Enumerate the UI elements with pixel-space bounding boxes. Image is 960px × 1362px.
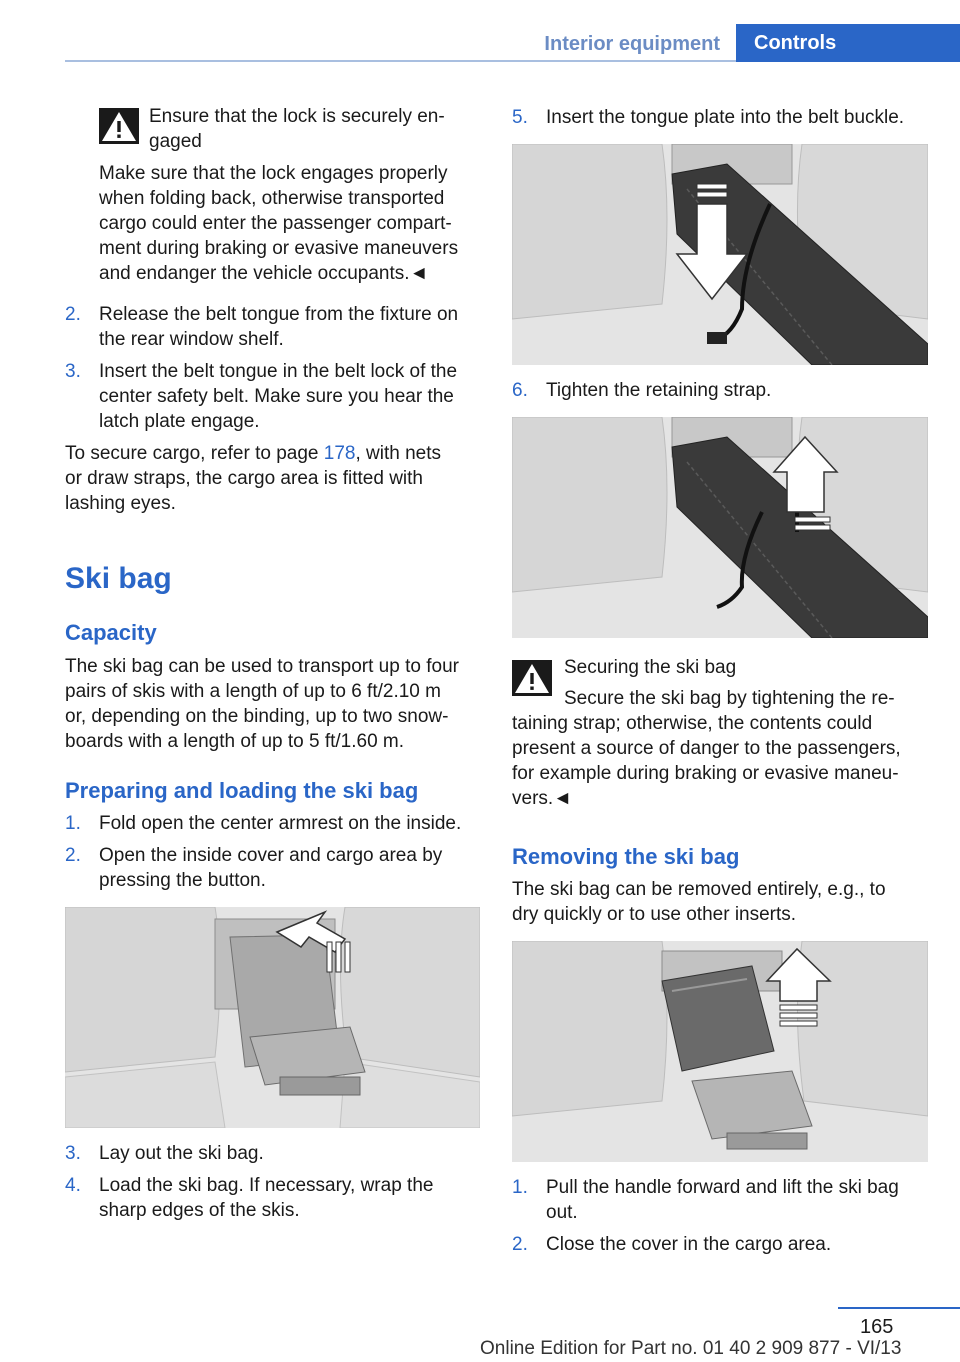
warning-lock-title: Ensure that the lock is securely en‐: [149, 106, 445, 127]
header-section-title: Interior equipment: [544, 33, 720, 55]
warning-skibag-body-4: for example during braking or evasive maneu‐: [512, 763, 899, 784]
removing-line-1: The ski bag can be removed entirely, e.g., to: [512, 879, 886, 900]
prep-step-2-line-1: Open the inside cover and cargo area by: [99, 845, 443, 866]
page-number: 165: [860, 1316, 894, 1338]
heading-capacity: Capacity: [65, 620, 157, 645]
step-number: 3.: [65, 361, 81, 382]
footer-rule: [838, 1307, 960, 1309]
step-3-line-1: Insert the belt tongue in the belt lock of the: [99, 361, 458, 382]
capacity-line-1: The ski bag can be used to transport up to four: [65, 656, 459, 677]
step-number: 2.: [65, 845, 81, 866]
remove-step-1-line-2: out.: [546, 1202, 578, 1223]
warning-skibag-body-1: Secure the ski bag by tightening the re‐: [564, 688, 895, 709]
warning-icon: [512, 660, 552, 696]
step-6: Tighten the retaining strap.: [546, 380, 772, 401]
remove-step-2: Close the cover in the cargo area.: [546, 1234, 832, 1255]
prep-step-4-line-2: sharp edges of the skis.: [99, 1200, 300, 1221]
capacity-line-3: or, depending on the binding, up to two snow‐: [65, 706, 449, 727]
step-number: 4.: [65, 1175, 81, 1196]
footer-edition: Online Edition for Part no. 01 40 2 909 877 - VI/13: [480, 1338, 902, 1359]
step-number: 1.: [512, 1177, 528, 1198]
warning-icon: [99, 108, 139, 144]
warning-lock-body-1: Make sure that the lock engages properly: [99, 163, 448, 184]
step-number: 1.: [65, 813, 81, 834]
remove-step-1-line-1: Pull the handle forward and lift the ski bag: [546, 1177, 899, 1198]
cargo-line-2: or draw straps, the cargo area is fitted with: [65, 468, 423, 489]
capacity-line-4: boards with a length of up to 5 ft/1.60 m.: [65, 731, 405, 752]
step-number: 3.: [65, 1143, 81, 1164]
prep-step-1: Fold open the center armrest on the inside.: [99, 813, 462, 834]
prep-step-3: Lay out the ski bag.: [99, 1143, 264, 1164]
warning-lock-body-2: when folding back, otherwise transported: [99, 188, 445, 209]
prep-step-2-line-2: pressing the button.: [99, 870, 266, 891]
warning-lock-body-3: cargo could enter the passenger compart‐: [99, 213, 452, 234]
cargo-text-pre: To secure cargo, refer to page: [65, 443, 324, 464]
heading-ski-bag: Ski bag: [65, 562, 172, 595]
warning-lock-body-4: ment during braking or evasive maneuvers: [99, 238, 459, 259]
warning-lock-title-cont: gaged: [149, 131, 202, 152]
figure-insert-tongue-plate: [512, 144, 928, 365]
cargo-paragraph: [65, 441, 441, 466]
warning-lock-body-5: and endanger the vehicle occupants.◄: [99, 263, 429, 284]
step-number: 5.: [512, 107, 528, 128]
figure-armrest-open: [65, 907, 480, 1128]
step-2-line-1: Release the belt tongue from the fixture on: [99, 304, 459, 325]
removing-line-2: dry quickly or to use other inserts.: [512, 904, 797, 925]
page-178-link[interactable]: 178: [323, 443, 356, 464]
capacity-line-2: pairs of skis with a length of up to 6 ft/2.10 m: [65, 681, 441, 702]
warning-skibag-body-3: present a source of danger to the passengers,: [512, 738, 901, 759]
step-number: 2.: [512, 1234, 528, 1255]
warning-skibag-body-2: taining strap; otherwise, the contents could: [512, 713, 873, 734]
cargo-text-post: , with nets: [355, 443, 442, 464]
step-3-line-2: center safety belt. Make sure you hear the: [99, 386, 454, 407]
heading-removing: Removing the ski bag: [512, 844, 740, 869]
step-2-line-2: the rear window shelf.: [99, 329, 284, 350]
cargo-line-3: lashing eyes.: [65, 493, 176, 514]
header-chapter-tab: Controls: [736, 24, 960, 62]
warning-skibag-body-5: vers.◄: [512, 788, 572, 809]
step-3-line-3: latch plate engage.: [99, 411, 260, 432]
step-number: 6.: [512, 380, 528, 401]
step-5: Insert the tongue plate into the belt buckle.: [546, 107, 905, 128]
figure-tighten-strap: [512, 417, 928, 638]
heading-preparing: Preparing and loading the ski bag: [65, 778, 419, 803]
prep-step-4-line-1: Load the ski bag. If necessary, wrap the: [99, 1175, 434, 1196]
step-number: 2.: [65, 304, 81, 325]
warning-skibag-title: Securing the ski bag: [564, 657, 737, 678]
figure-remove-ski-bag: [512, 941, 928, 1162]
